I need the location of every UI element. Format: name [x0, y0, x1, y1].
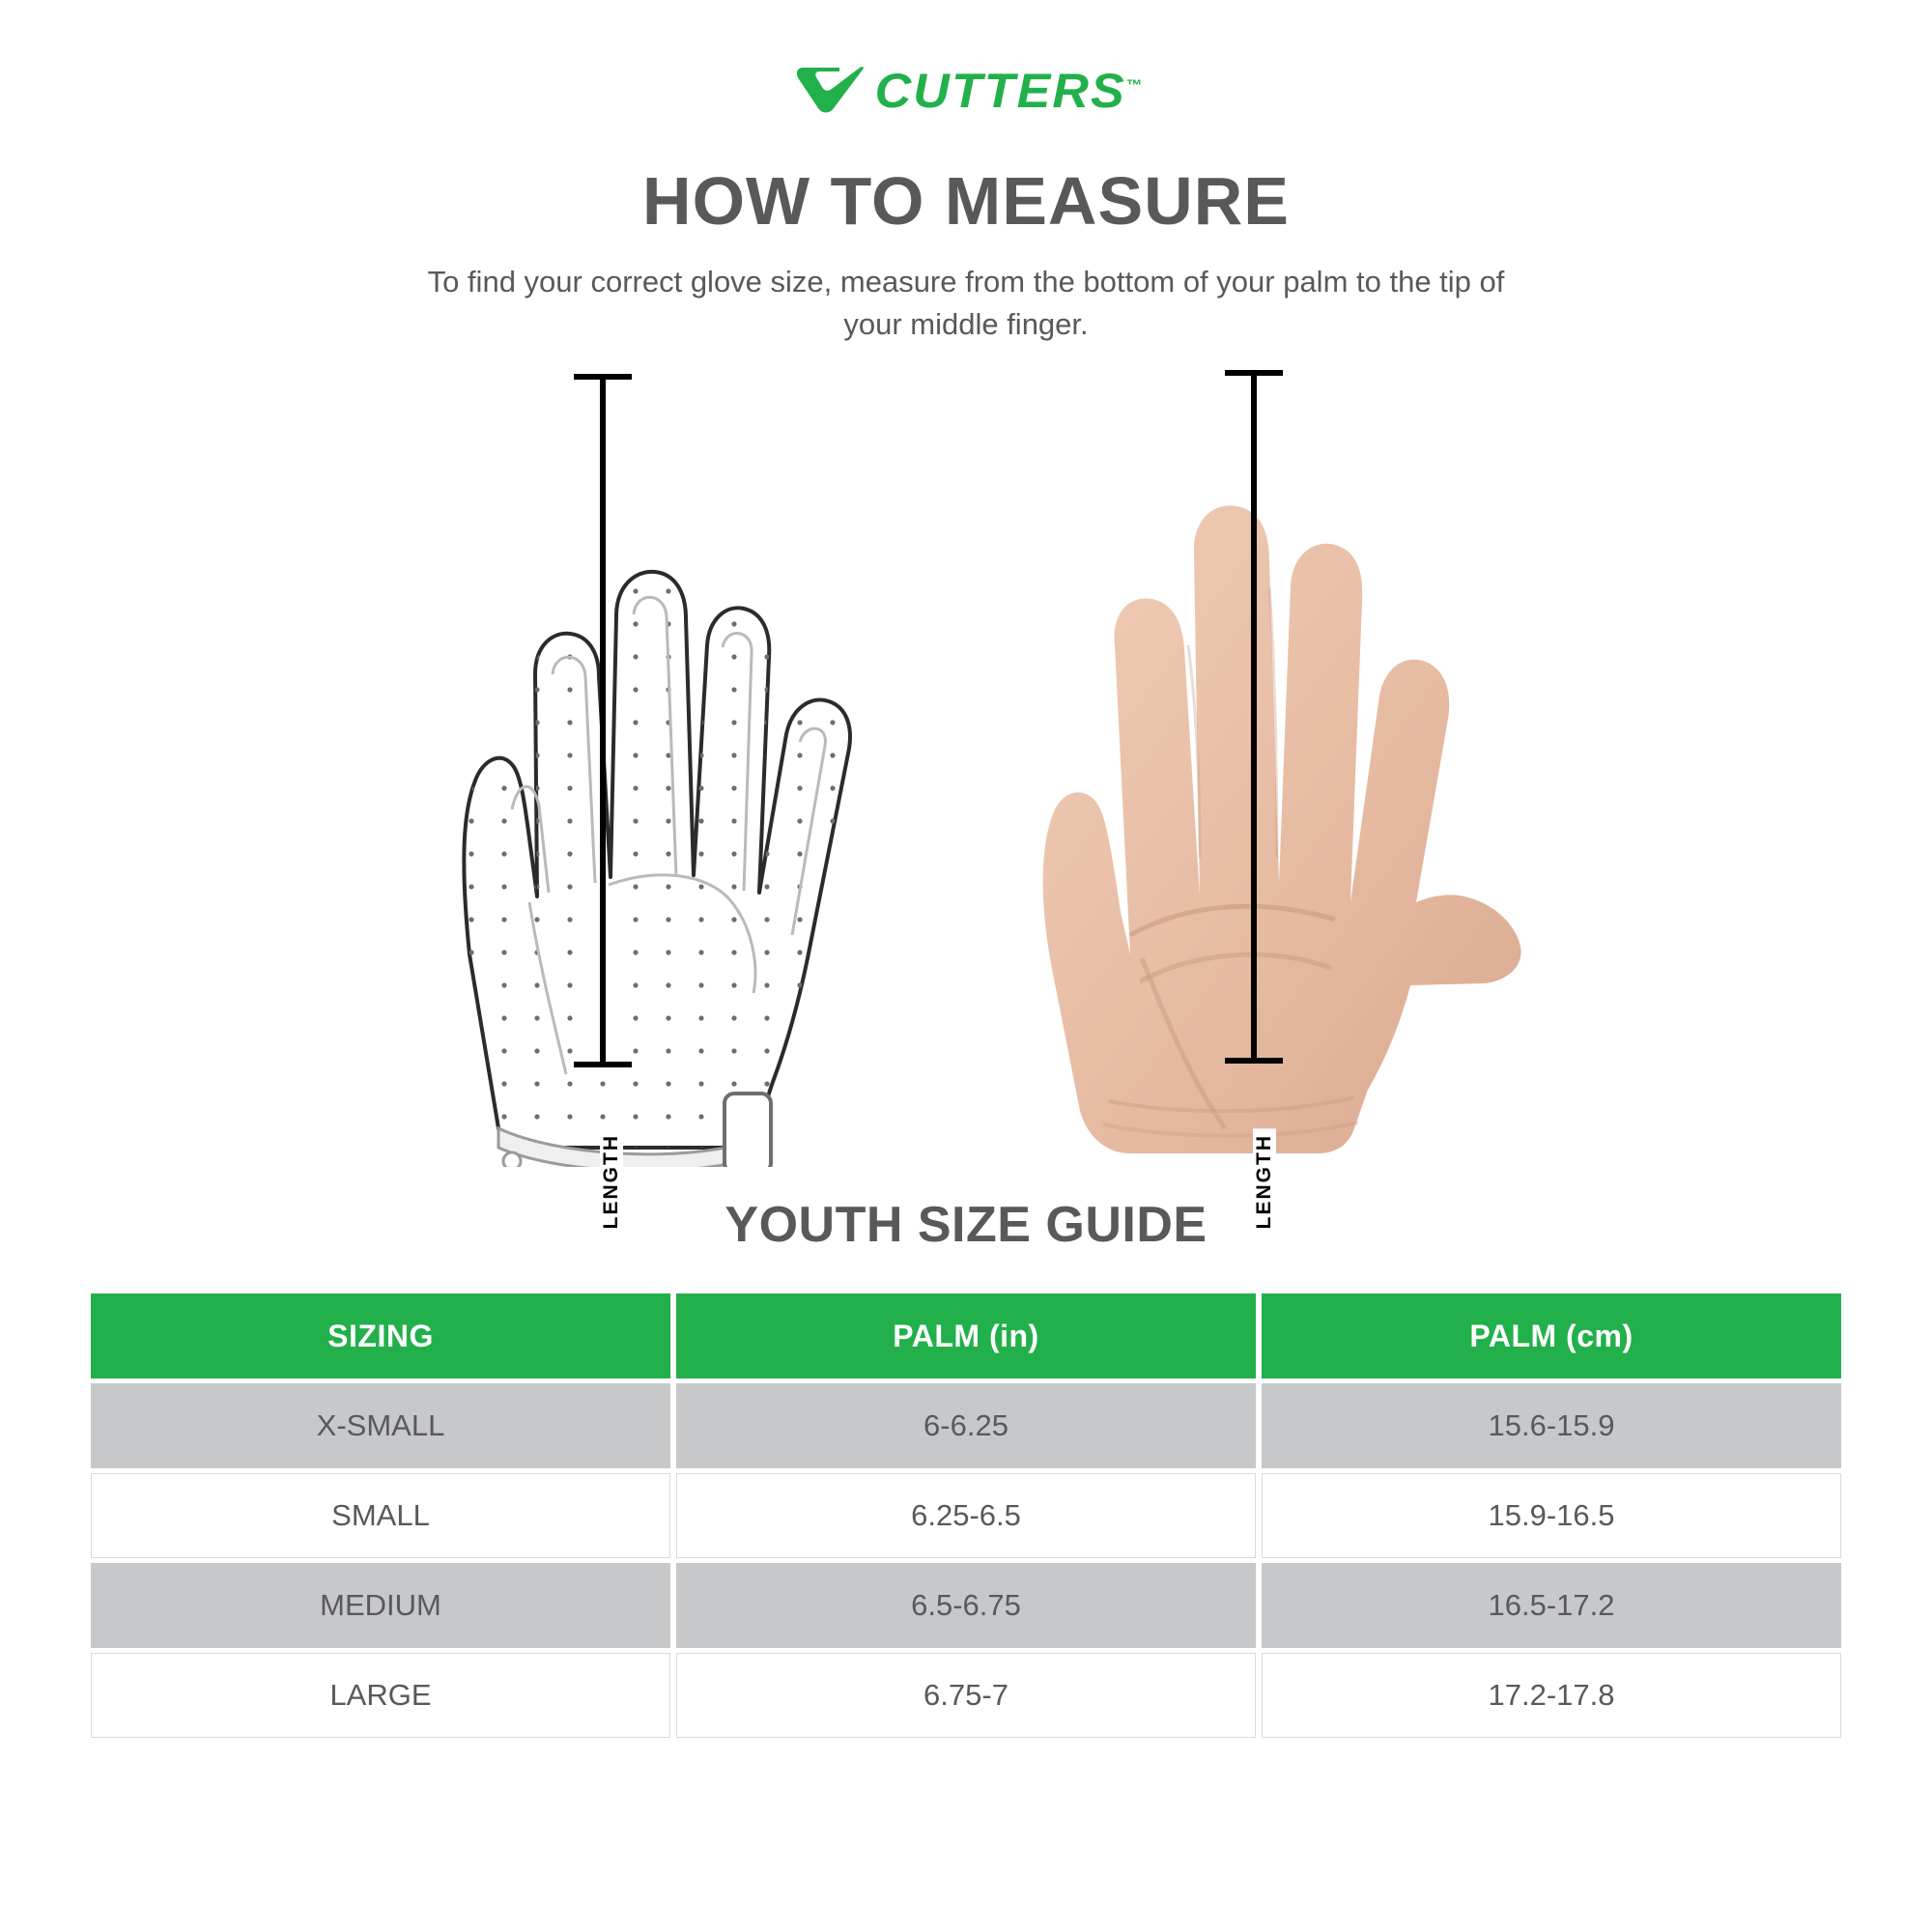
table-header-sizing: SIZING — [91, 1293, 670, 1378]
brand-name — [874, 64, 1143, 118]
table-row — [91, 1653, 1841, 1738]
cell-size: SMALL — [91, 1473, 670, 1558]
cell-palm-in: 6.25-6.5 — [676, 1473, 1256, 1558]
cell-palm-cm: 16.5-17.2 — [1262, 1563, 1841, 1648]
table-header-row — [91, 1293, 1841, 1378]
cell-palm-in: 6.75-7 — [676, 1653, 1256, 1738]
hand-length-label: LENGTH — [1253, 1128, 1276, 1235]
table-header-palm-in: PALM (in) — [676, 1293, 1256, 1378]
page-title: HOW TO MEASURE — [642, 163, 1290, 239]
size-guide-table — [85, 1289, 1847, 1743]
table-row — [91, 1473, 1841, 1558]
cell-palm-cm: 15.6-15.9 — [1262, 1383, 1841, 1468]
hand-photo — [995, 355, 1594, 1167]
brand-name-text: CUTTERS — [874, 64, 1126, 118]
cutters-chevron-logo-icon — [795, 66, 867, 116]
cell-palm-cm: 15.9-16.5 — [1262, 1473, 1841, 1558]
cell-size: MEDIUM — [91, 1563, 670, 1648]
brand-logo — [0, 0, 1932, 122]
brand-trademark: ™ — [1125, 77, 1143, 95]
page-subtitle: To find your correct glove size, measure from the bottom of your palm to the tip of your middle finger. — [427, 265, 1505, 342]
table-title: YOUTH SIZE GUIDE — [724, 1197, 1208, 1254]
table-row — [91, 1563, 1841, 1648]
table-header-palm-cm: PALM (cm) — [1262, 1293, 1841, 1378]
cell-palm-in: 6-6.25 — [676, 1383, 1256, 1468]
glove-length-label: LENGTH — [600, 1128, 623, 1235]
glove-diagram — [367, 355, 966, 1167]
cell-size: LARGE — [91, 1653, 670, 1738]
cell-palm-cm: 17.2-17.8 — [1262, 1653, 1841, 1738]
cell-size: X-SMALL — [91, 1383, 670, 1468]
cell-palm-in: 6.5-6.75 — [676, 1563, 1256, 1648]
table-row — [91, 1383, 1841, 1468]
